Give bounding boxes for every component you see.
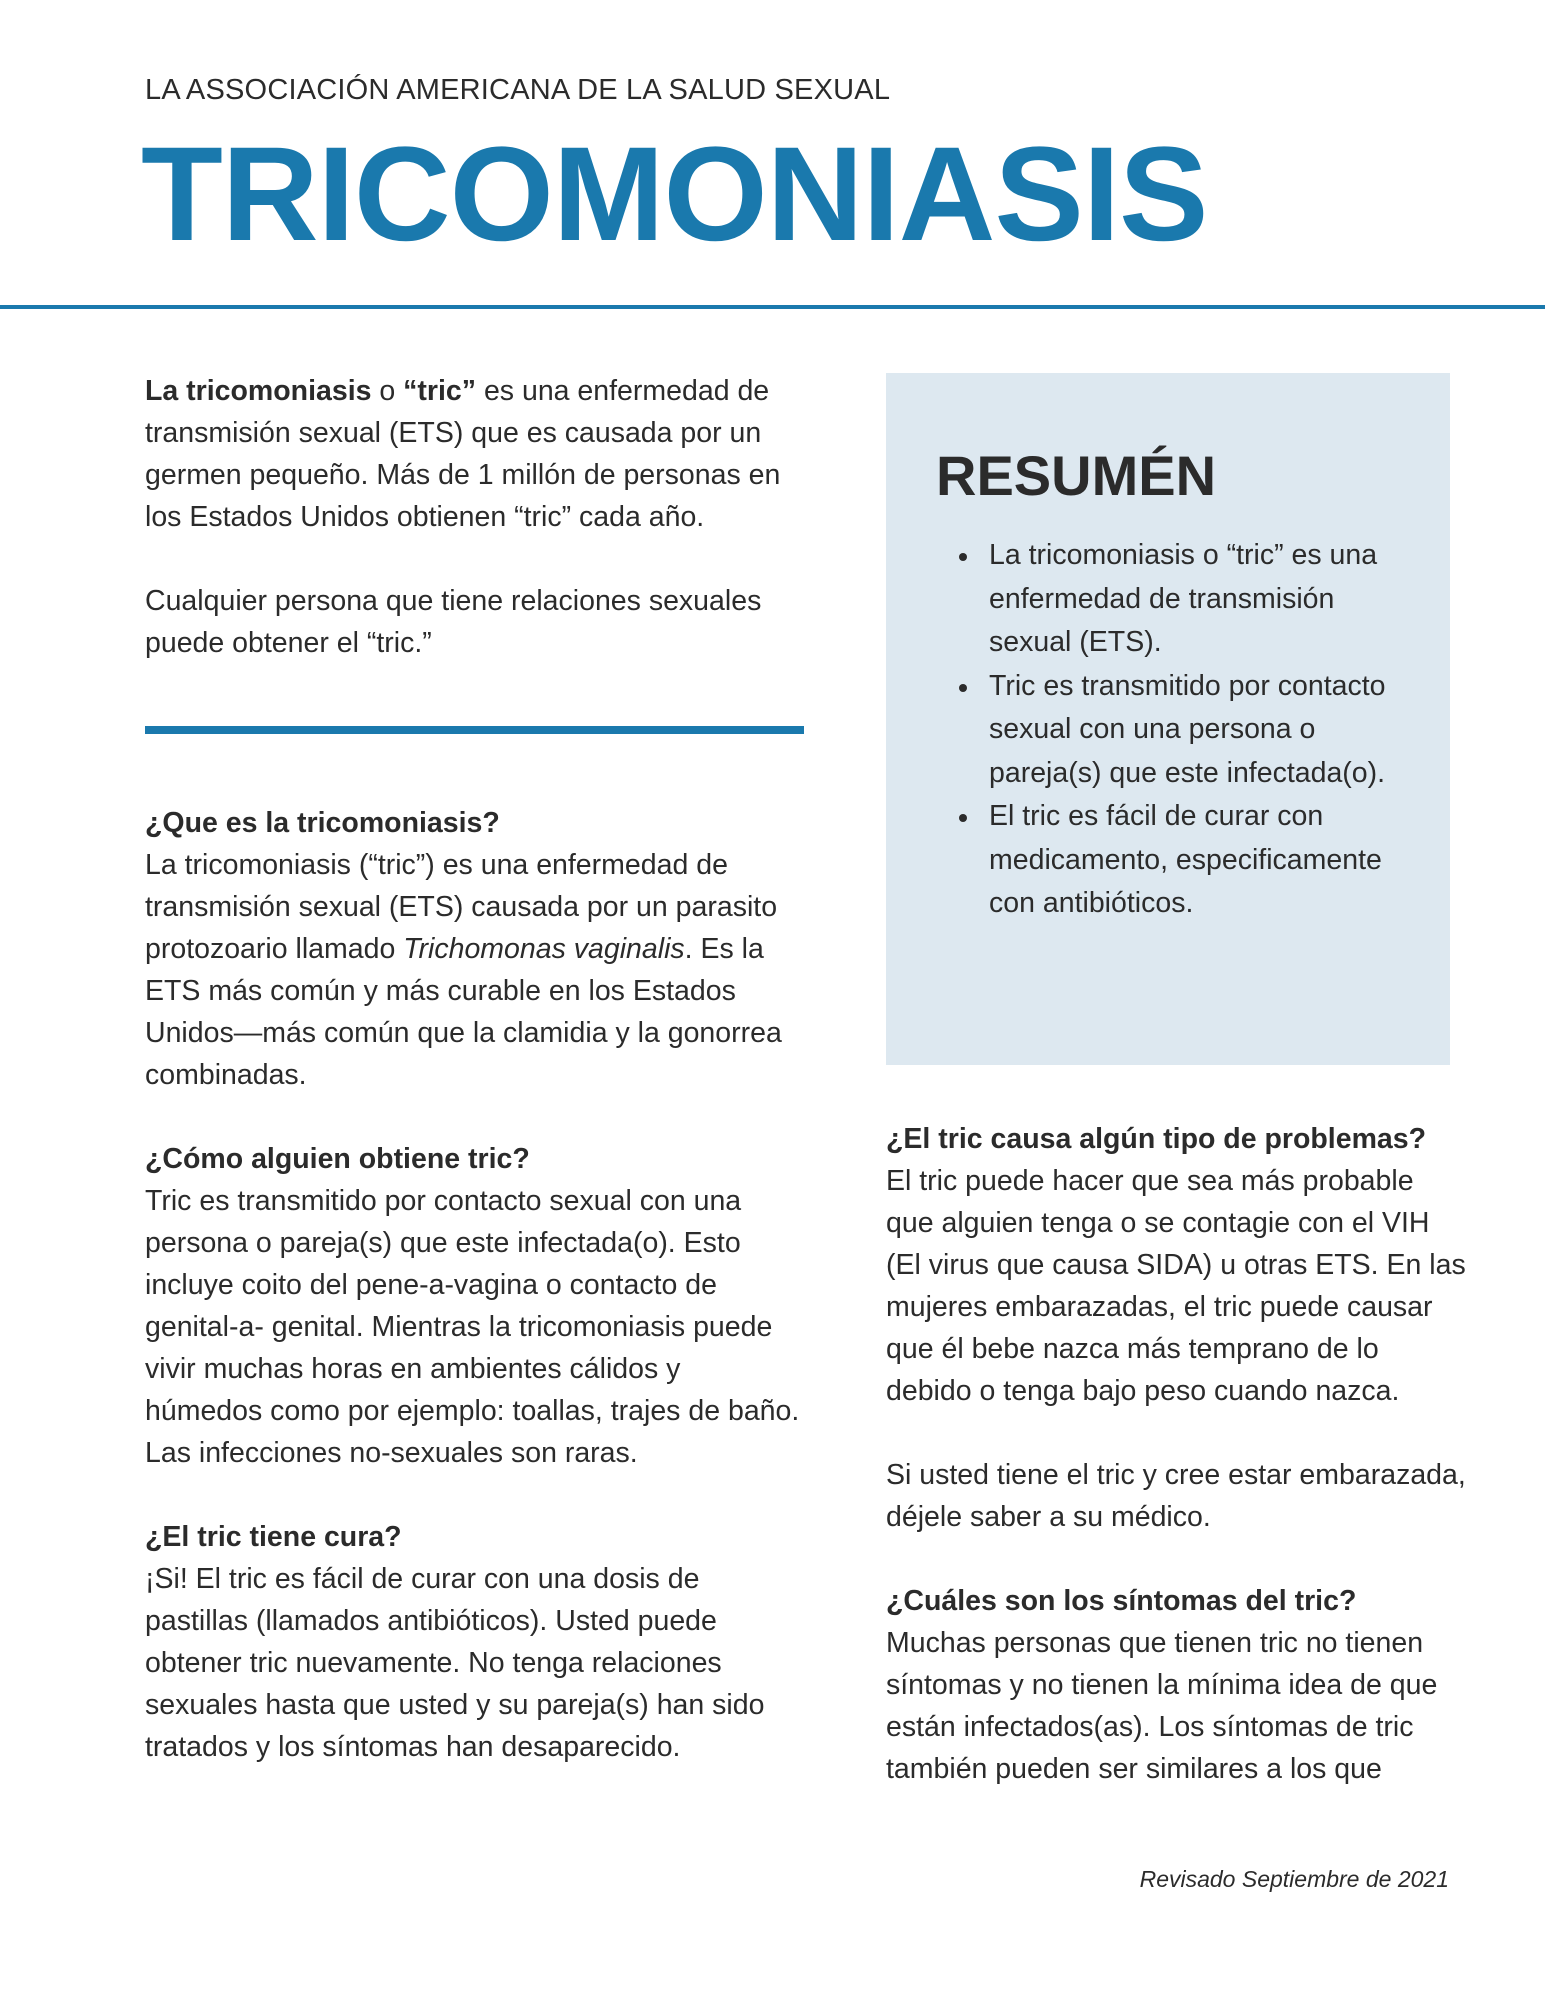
heading-text: ¿Cómo alguien obtiene tric? xyxy=(145,1143,530,1175)
species-name: Trichomonas vaginalis xyxy=(403,933,685,965)
intro-bold-nickname: “tric” xyxy=(403,375,477,407)
section-heading-how xyxy=(145,1138,805,1180)
summary-item: La tricomoniasis o “tric” es una enfermedad de transmisión sexual (ETS). xyxy=(989,534,1399,665)
section-heading-what xyxy=(145,802,805,844)
heading-text: ¿Que es la tricomoniasis? xyxy=(145,807,500,839)
intro-paragraph-1 xyxy=(145,370,805,538)
summary-item: El tric es fácil de curar con medicamento, especificamente con antibióticos. xyxy=(989,795,1399,926)
what-text-part2: . Es la ETS más común y más curable en los Estados Unidos—más común que la clamidia y la gonorrea combinadas. xyxy=(145,933,782,1091)
intro-text-connector: o xyxy=(371,375,404,407)
section-text-how: Tric es transmitido por contacto sexual con una persona o pareja(s) que este infectada(o). Esto incluye coito del pene-a-vagina o contacto de genital-a- genital. Mientras la tricomoniasis puede vivir muchas horas en ambientes cálidos y húmedos como por ejemplo: toallas, trajes de baño. Las infecciones no-sexuales son raras. xyxy=(145,1185,800,1469)
section-text-pregnancy: Si usted tiene el tric y cree estar embarazada, déjele saber a su médico. xyxy=(886,1459,1466,1533)
revision-date: Revisado Septiembre de 2021 xyxy=(1139,1866,1449,1892)
header-divider xyxy=(0,305,1545,309)
intro-section xyxy=(145,370,805,664)
left-column xyxy=(145,802,805,1768)
section-text-symptoms: Muchas personas que tienen tric no tienen síntomas y no tienen la mínima idea de que están infectados(as). Los síntomas de tric también pueden ser similares a los que xyxy=(886,1627,1438,1785)
section-heading-symptoms xyxy=(886,1580,1466,1622)
section-heading-cure xyxy=(145,1516,805,1558)
summary-list xyxy=(989,534,1399,926)
summary-item: Tric es transmitido por contacto sexual con una persona o pareja(s) que este infectada(o). xyxy=(989,665,1399,796)
right-column xyxy=(886,1118,1466,1790)
what-text-part1: La tricomoniasis (“tric”) es una enfermedad de transmisión sexual (ETS) causada por un parasito protozoario llamado xyxy=(145,849,778,965)
organization-name: LA ASSOCIACIÓN AMERICANA DE LA SALUD SEXUAL xyxy=(145,74,891,106)
summary-title: RESUMÉN xyxy=(936,444,1217,507)
intro-bold-term: La tricomoniasis xyxy=(145,375,372,407)
page-title: TRICOMONIASIS xyxy=(141,120,1208,269)
intro-text: es una enfermedad de transmisión sexual (ETS) que es causada por un germen pequeño. Más de 1 millón de personas en los Estados Unidos obtienen “tric” cada año. xyxy=(145,375,781,533)
heading-text: ¿El tric tiene cura? xyxy=(145,1521,402,1553)
section-divider xyxy=(145,726,804,734)
section-text-problems: El tric puede hacer que sea más probable que alguien tenga o se contagie con el VIH (El virus que causa SIDA) u otras ETS. En las mujeres embarazadas, el tric puede causar que él bebe nazca más temprano de lo debido o tenga bajo peso cuando nazca. xyxy=(886,1165,1466,1407)
heading-text: ¿Cuáles son los síntomas del tric? xyxy=(886,1585,1357,1617)
section-text-cure: ¡Si! El tric es fácil de curar con una dosis de pastillas (llamados antibióticos). Usted puede obtener tric nuevamente. No tenga relaciones sexuales hasta que usted y su pareja(s) han sido tratados y los síntomas han desaparecido. xyxy=(145,1563,765,1763)
heading-text: ¿El tric causa algún tipo de problemas? xyxy=(886,1123,1427,1155)
intro-paragraph-2: Cualquier persona que tiene relaciones sexuales puede obtener el “tric.” xyxy=(145,585,762,659)
section-text-what xyxy=(145,844,805,1096)
section-heading-problems xyxy=(886,1118,1466,1160)
